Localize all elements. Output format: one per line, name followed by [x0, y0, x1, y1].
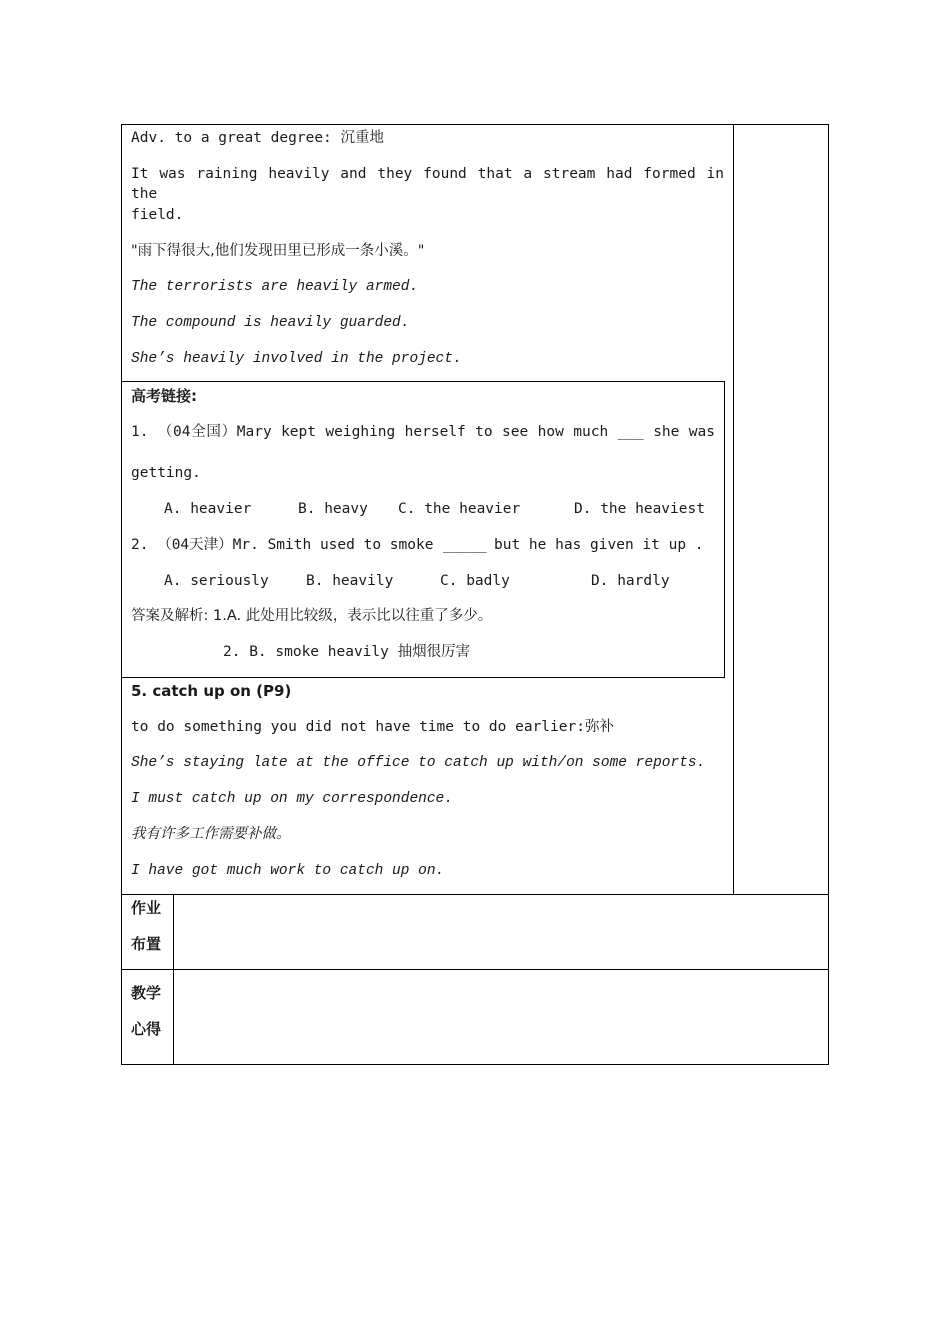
catch-up-example-2: I must catch up on my correspondence. — [131, 791, 453, 807]
q2-option-c: C. badly — [440, 573, 510, 589]
gaokao-box-top — [121, 381, 725, 382]
table-border-top — [121, 124, 829, 125]
answer-explanation-2: 2. B. smoke heavily 抽烟很厉害 — [223, 644, 471, 660]
heavily-example-1-translation: "雨下得很大,他们发现田里已形成一条小溪。" — [131, 243, 425, 259]
table-border-bottom — [121, 1064, 829, 1065]
heavily-definition: Adv. to a great degree: 沉重地 — [131, 130, 385, 146]
gaokao-box-right — [724, 381, 725, 678]
q2-option-d: D. hardly — [591, 573, 670, 589]
gaokao-question-2-suffix: but he has given it up . — [494, 537, 704, 553]
gaokao-question-1-cont: getting. — [131, 465, 201, 481]
reflection-label-2: 心得 — [131, 1020, 162, 1038]
reflection-content-cell[interactable] — [174, 970, 828, 1064]
q1-option-c: C. the heavier — [398, 501, 521, 517]
homework-label-1: 作业 — [131, 899, 162, 917]
q1-option-a: A. heavier — [164, 501, 252, 517]
heavily-example-1-cont: field. — [131, 207, 184, 223]
reflection-label-1: 教学 — [131, 984, 162, 1002]
q1-option-b: B. heavy — [298, 501, 368, 517]
q1-option-d: D. the heaviest — [574, 501, 705, 517]
gaokao-question-2-blank: _____ — [443, 537, 487, 553]
q2-option-a: A. seriously — [164, 573, 269, 589]
q2-option-b: B. heavily — [306, 573, 394, 589]
heavily-example-4: She’s heavily involved in the project. — [131, 351, 462, 367]
gaokao-heading: 高考链接: — [131, 387, 197, 405]
table-border-left — [121, 124, 122, 1065]
catch-up-definition: to do something you did not have time to do earlier:弥补 — [131, 719, 614, 735]
homework-label-2: 布置 — [131, 935, 162, 953]
gaokao-question-1: 1. （04全国）Mary kept weighing herself to see how much ___ she was — [131, 424, 715, 440]
answer-explanation-1: 答案及解析: 1.A. 此处用比较级，表示比以往重了多少。 — [131, 608, 493, 624]
content-column-divider — [733, 124, 734, 895]
table-border-right — [828, 124, 829, 1065]
heavily-example-1: It was raining heavily and they found that a stream had formed in the — [131, 166, 724, 202]
catch-up-heading: 5. catch up on (P9) — [131, 682, 292, 700]
homework-content-cell[interactable] — [174, 895, 828, 969]
catch-up-example-1: She’s staying late at the office to catch up with/on some reports. — [131, 755, 706, 771]
gaokao-box-bottom — [121, 677, 725, 678]
catch-up-example-3: I have got much work to catch up on. — [131, 863, 445, 879]
catch-up-example-3-cn: 我有许多工作需要补做。 — [131, 826, 291, 842]
heavily-example-2: The terrorists are heavily armed. — [131, 279, 419, 295]
gaokao-question-2-prefix: 2. （04天津）Mr. Smith used to smoke — [131, 537, 434, 553]
heavily-example-3: The compound is heavily guarded. — [131, 315, 410, 331]
